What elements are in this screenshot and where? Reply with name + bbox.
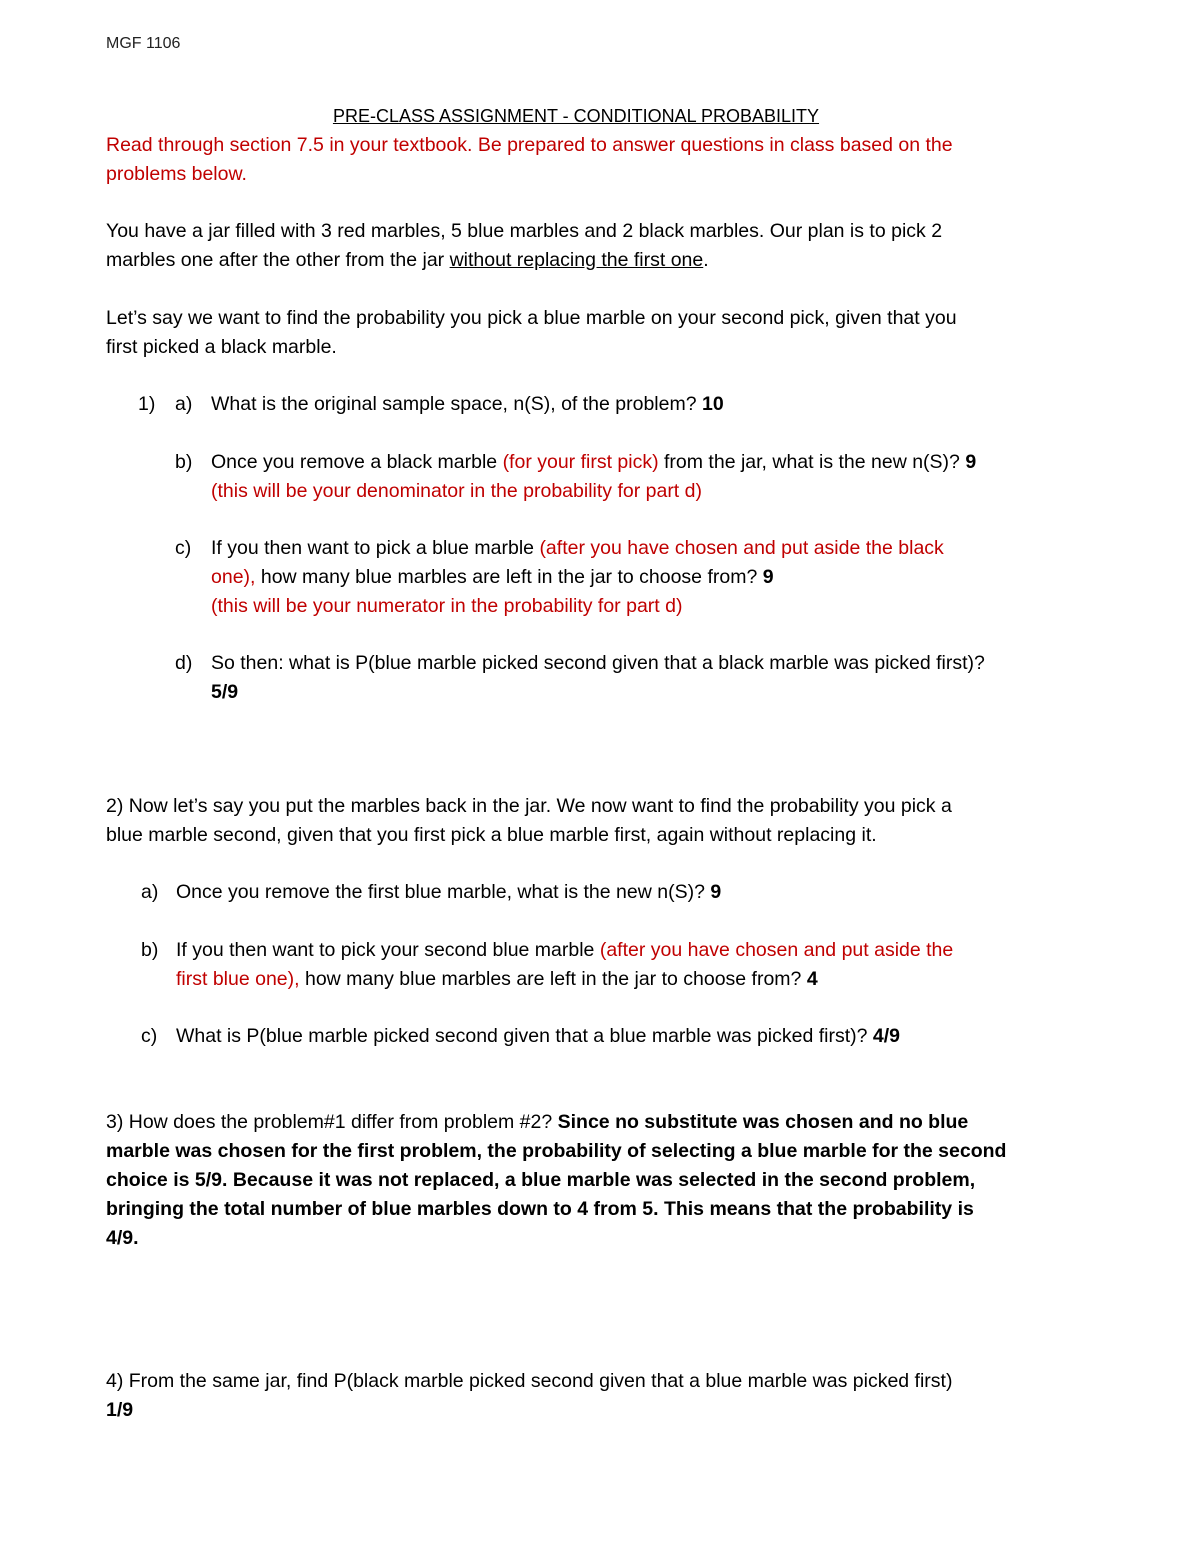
- q2c-answer: 4/9: [872, 1025, 901, 1047]
- setup-line-1: You have a jar filled with 3 red marbles, 5 blue marbles and 2 black marbles. Our plan is to pick 2: [106, 220, 943, 242]
- q1c-line-2: [211, 563, 774, 591]
- q2a-line: [176, 878, 721, 906]
- underlined-phrase: without replacing the first one: [449, 249, 704, 271]
- q3-answer-line-4: bringing the total number of blue marbles down to 4 from 5. This means that the probability is: [106, 1198, 974, 1220]
- setup-period: .: [703, 249, 709, 271]
- q1a-answer: 10: [702, 393, 724, 415]
- intro-line-1: Read through section 7.5 in your textbook. Be prepared to answer questions in class based on the: [106, 134, 953, 156]
- intro-line-2: problems below.: [106, 163, 247, 185]
- q1b-question-end: from the jar, what is the new n(S)?: [658, 451, 966, 473]
- q2a-question: Once you remove the first blue marble, what is the new n(S)?: [176, 881, 711, 903]
- page-title: PRE-CLASS ASSIGNMENT - CONDITIONAL PROBABILITY: [332, 106, 820, 126]
- q4-answer: 1/9: [106, 1399, 134, 1421]
- q1b-answer: 9: [965, 451, 977, 473]
- q1b-question-start: Once you remove a black marble: [211, 451, 503, 473]
- lets-say-line-2: first picked a black marble.: [106, 336, 337, 358]
- q2b-red-note-2: first blue one),: [176, 968, 300, 990]
- q1c-red-note-1: (after you have chosen and put aside the black: [539, 537, 944, 559]
- q2b-question-start: If you then want to pick your second blue marble: [176, 939, 600, 961]
- q3-question: 3) How does the problem#1 differ from problem #2?: [106, 1111, 558, 1133]
- q2b-marker: b): [141, 939, 159, 961]
- q2c-line: [176, 1022, 900, 1050]
- course-header: MGF 1106: [106, 35, 181, 52]
- q1c-red-note-2: one),: [211, 566, 256, 588]
- setup-line-2: [106, 246, 709, 274]
- q2b-line-2: [176, 965, 818, 993]
- setup-text: marbles one after the other from the jar: [106, 249, 450, 271]
- q2-line-1: 2) Now let’s say you put the marbles back in the jar. We now want to find the probability you pick a: [106, 795, 952, 817]
- q3-answer-part-1: Since no substitute was chosen and no blue: [557, 1111, 969, 1133]
- q1c-answer: 9: [762, 566, 774, 588]
- q1c-line-1: [211, 534, 944, 562]
- q1c-hint: (this will be your numerator in the probability for part d): [211, 595, 683, 617]
- q1a-question: What is the original sample space, n(S), of the problem?: [211, 393, 702, 415]
- q2a-answer: 9: [710, 881, 722, 903]
- q1b-hint: (this will be your denominator in the probability for part d): [211, 480, 702, 502]
- q1c-marker: c): [175, 537, 192, 559]
- q2b-red-note-1: (after you have chosen and put aside the: [599, 939, 954, 961]
- q3-answer-line-2: marble was chosen for the first problem, the probability of selecting a blue marble for the second: [106, 1140, 1007, 1162]
- q2b-line-1: [176, 936, 953, 964]
- q1c-question-end: how many blue marbles are left in the jar to choose from?: [255, 566, 763, 588]
- q1a-line: [211, 390, 724, 418]
- q1d-question: So then: what is P(blue marble picked second given that a black marble was picked first)?: [211, 652, 985, 674]
- q2b-answer: 4: [806, 968, 818, 990]
- q1-number: 1): [138, 393, 156, 415]
- q1d-answer: 5/9: [211, 681, 239, 703]
- q1b-marker: b): [175, 451, 193, 473]
- lets-say-line-1: Let’s say we want to find the probability you pick a blue marble on your second pick, given that you: [106, 307, 957, 329]
- q1b-line: [211, 448, 976, 476]
- q2c-question: What is P(blue marble picked second given that a blue marble was picked first)?: [176, 1025, 873, 1047]
- q3-line-1: [106, 1108, 968, 1136]
- q1d-marker: d): [175, 652, 193, 674]
- q2-line-2: blue marble second, given that you first pick a blue marble first, again without replacing it.: [106, 824, 877, 846]
- q4-question: 4) From the same jar, find P(black marble picked second given that a blue marble was picked first): [106, 1370, 953, 1392]
- q2a-marker: a): [141, 881, 159, 903]
- q3-answer-line-5: 4/9.: [106, 1227, 139, 1249]
- q2c-marker: c): [141, 1025, 158, 1047]
- q1a-marker: a): [175, 393, 193, 415]
- q3-answer-line-3: choice is 5/9. Because it was not replaced, a blue marble was selected in the second problem,: [106, 1169, 976, 1191]
- q1b-red-note: (for your first pick): [502, 451, 659, 473]
- q1c-question-start: If you then want to pick a blue marble: [211, 537, 540, 559]
- q2b-question-end: how many blue marbles are left in the jar to choose from?: [299, 968, 807, 990]
